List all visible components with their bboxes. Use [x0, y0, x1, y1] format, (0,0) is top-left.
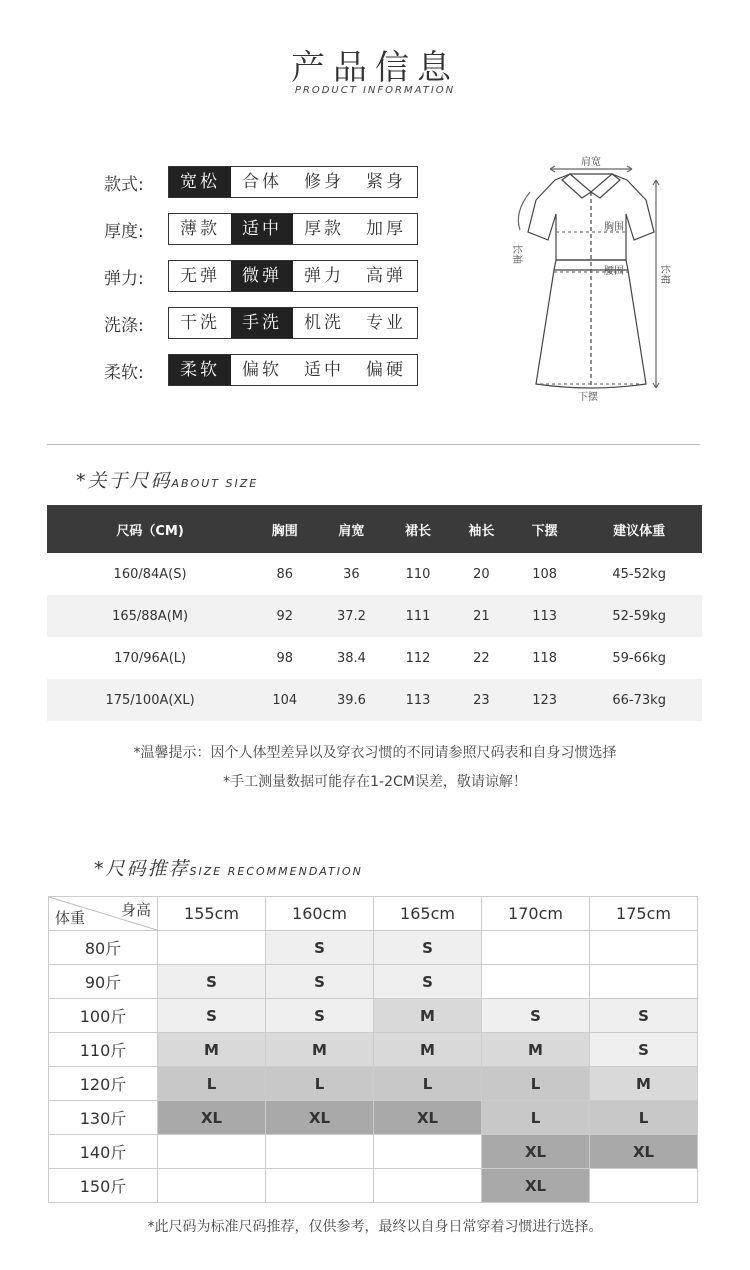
size-cell: 59-66kg	[612, 650, 666, 666]
table-row	[49, 931, 698, 965]
size-recommendation-cell: L	[482, 1101, 590, 1135]
size-cell: 52-59kg	[576, 595, 702, 637]
attribute-option: 适中	[304, 360, 344, 380]
size-recommendation-cell: M	[158, 1033, 266, 1067]
size-cell: 98	[276, 650, 294, 666]
size-recommendation-cell	[374, 1135, 482, 1169]
weight-cell: 120斤	[49, 1067, 158, 1101]
attribute-option: 机洗	[304, 313, 344, 333]
chest-label: 胸围	[604, 222, 624, 233]
size-recommendation-cell: S	[482, 999, 590, 1033]
size-recommendation-cell	[590, 931, 698, 965]
size-recommendation-cell	[482, 965, 590, 999]
length-label: 长裙	[659, 264, 670, 284]
height-header-cell: 170cm	[482, 897, 590, 931]
recommend-heading	[94, 854, 363, 881]
corner-height-label: 身高	[120, 901, 151, 919]
size-cell: 36	[343, 566, 360, 582]
attribute-label: 洗涤:	[104, 315, 144, 336]
page-title: 产品信息	[291, 48, 459, 88]
table-row	[47, 637, 702, 679]
attribute-option-selected: 手洗	[231, 308, 293, 338]
size-header-cell: 建议体重	[576, 505, 702, 553]
size-recommendation-cell: M	[266, 1033, 374, 1067]
size-cell: 92	[253, 595, 316, 637]
waist-label: 腰围	[604, 266, 624, 277]
corner-cell	[49, 897, 158, 931]
attribute-label: 柔软:	[104, 362, 144, 383]
size-recommendation-cell	[266, 1169, 374, 1203]
size-table-header	[47, 505, 702, 553]
size-table	[47, 505, 702, 721]
attribute-label: 厚度:	[104, 221, 144, 242]
about-size-title: *关于尺码	[76, 470, 172, 492]
size-recommendation-cell: S	[374, 965, 482, 999]
attribute-options	[168, 213, 418, 245]
size-recommendation-cell	[158, 1169, 266, 1203]
attribute-option: 薄款	[180, 219, 220, 239]
size-cell: 66-73kg	[576, 679, 702, 721]
size-recommendation-table	[48, 896, 698, 1203]
size-cell: 113	[386, 679, 449, 721]
table-row	[49, 965, 698, 999]
size-cell: 123	[513, 679, 576, 721]
size-header-cell: 肩宽	[316, 505, 386, 553]
attribute-option-selected: 适中	[231, 214, 293, 244]
table-row	[47, 553, 702, 595]
size-recommendation-cell: L	[266, 1067, 374, 1101]
weight-cell: 110斤	[49, 1033, 158, 1067]
table-row	[49, 999, 698, 1033]
size-cell: 170/96A(L)	[114, 650, 187, 666]
about-size-heading	[76, 466, 258, 493]
attribute-option-selected: 宽松	[169, 167, 231, 197]
size-recommendation-cell	[158, 1135, 266, 1169]
attribute-row	[104, 307, 418, 339]
size-cell: 175/100A(XL)	[47, 679, 253, 721]
size-cell: 104	[253, 679, 316, 721]
size-cell: 38.4	[336, 650, 366, 666]
size-recommendation-cell	[590, 1169, 698, 1203]
size-cell: 23	[450, 679, 513, 721]
size-recommendation-cell: M	[590, 1067, 698, 1101]
table-row	[49, 1067, 698, 1101]
size-recommendation-cell: L	[158, 1067, 266, 1101]
weight-cell: 140斤	[49, 1135, 158, 1169]
attribute-row	[104, 260, 418, 292]
size-header-cell: 尺码（CM)	[47, 505, 253, 553]
table-row	[47, 595, 702, 637]
attribute-option: 修身	[304, 172, 344, 192]
attribute-label: 款式:	[104, 174, 144, 195]
size-recommendation-cell: S	[266, 931, 374, 965]
size-recommendation-cell: S	[374, 931, 482, 965]
height-header-cell: 155cm	[158, 897, 266, 931]
size-recommendation-cell: L	[590, 1101, 698, 1135]
measure-note: *手工测量数据可能存在1-2CM误差，敬请谅解！	[223, 774, 527, 790]
table-row	[47, 679, 702, 721]
attribute-option: 偏硬	[366, 360, 406, 380]
tip-note: *温馨提示：因个人体型差异以及穿衣习惯的不同请参照尺码表和自身习惯选择	[133, 745, 617, 761]
attribute-option: 厚款	[304, 219, 344, 239]
size-header-cell: 胸围	[253, 505, 316, 553]
size-recommendation-cell: XL	[482, 1135, 590, 1169]
attribute-row	[104, 213, 418, 245]
recommend-title: *尺码推荐	[94, 858, 190, 880]
attribute-row	[104, 166, 418, 198]
attribute-option: 无弹	[180, 266, 220, 286]
shoulder-label: 肩宽	[581, 157, 601, 168]
weight-cell: 100斤	[49, 999, 158, 1033]
size-recommendation-cell: M	[374, 1033, 482, 1067]
height-header-cell: 160cm	[266, 897, 374, 931]
attribute-option-selected: 微弹	[231, 261, 293, 291]
about-size-title-en: ABOUT SIZE	[171, 477, 259, 490]
attribute-option: 偏软	[242, 360, 282, 380]
footnote: *此尺码为标准尺码推荐，仅供参考，最终以自身日常穿着习惯进行选择。	[147, 1219, 603, 1235]
size-cell: 37.2	[316, 595, 386, 637]
section-divider	[47, 444, 700, 445]
sleeve-label: 长袖	[511, 244, 522, 264]
size-cell: 113	[513, 595, 576, 637]
size-cell: 165/88A(M)	[47, 595, 253, 637]
attribute-option: 紧身	[366, 172, 406, 192]
size-recommendation-cell	[158, 931, 266, 965]
attribute-option-selected: 柔软	[169, 355, 231, 385]
size-cell: 111	[386, 595, 449, 637]
page-subtitle: PRODUCT INFORMATION	[294, 85, 456, 96]
size-header-cell: 下摆	[513, 505, 576, 553]
size-recommendation-cell	[266, 1135, 374, 1169]
attribute-label: 弹力:	[104, 268, 144, 289]
hem-label: 下摆	[578, 392, 598, 403]
size-recommendation-cell: XL	[590, 1135, 698, 1169]
table-row	[49, 1033, 698, 1067]
attribute-row	[104, 354, 418, 386]
weight-cell: 80斤	[49, 931, 158, 965]
dress-measurement-diagram	[500, 152, 690, 407]
size-cell: 39.6	[316, 679, 386, 721]
height-header-cell: 175cm	[590, 897, 698, 931]
size-recommendation-cell: XL	[266, 1101, 374, 1135]
size-cell: 22	[473, 650, 490, 666]
size-cell: 112	[405, 650, 431, 666]
size-recommendation-cell: S	[158, 965, 266, 999]
size-recommendation-cell	[590, 965, 698, 999]
table-row	[49, 1101, 698, 1135]
size-cell: 108	[532, 566, 558, 582]
table-row	[49, 1169, 698, 1203]
corner-weight-label: 体重	[55, 909, 86, 927]
size-cell: 110	[405, 566, 431, 582]
size-recommendation-cell: M	[374, 999, 482, 1033]
weight-cell: 130斤	[49, 1101, 158, 1135]
size-recommendation-cell: S	[266, 965, 374, 999]
attribute-option: 专业	[366, 313, 406, 333]
size-recommendation-cell: S	[266, 999, 374, 1033]
size-recommendation-cell: M	[482, 1033, 590, 1067]
size-recommendation-cell: S	[158, 999, 266, 1033]
size-recommendation-cell: XL	[374, 1101, 482, 1135]
size-header-cell: 裙长	[386, 505, 449, 553]
size-recommendation-cell: XL	[482, 1169, 590, 1203]
attribute-options	[168, 166, 418, 198]
size-cell: 21	[450, 595, 513, 637]
table-row	[49, 1135, 698, 1169]
attribute-option: 合体	[242, 172, 282, 192]
attribute-options	[168, 354, 418, 386]
recommend-header-row	[49, 897, 698, 931]
recommend-title-en: SIZE RECOMMENDATION	[189, 865, 363, 878]
weight-cell: 90斤	[49, 965, 158, 999]
weight-cell: 150斤	[49, 1169, 158, 1203]
size-cell: 86	[276, 566, 294, 582]
size-recommendation-cell: S	[590, 999, 698, 1033]
attribute-option: 干洗	[180, 313, 220, 333]
height-header-cell: 165cm	[374, 897, 482, 931]
attribute-option: 加厚	[366, 219, 406, 239]
attribute-options	[168, 307, 418, 339]
size-cell: 118	[532, 650, 558, 666]
attribute-options	[168, 260, 418, 292]
size-cell: 160/84A(S)	[113, 566, 187, 582]
size-recommendation-cell	[482, 931, 590, 965]
size-header-cell: 袖长	[450, 505, 513, 553]
attribute-option: 弹力	[304, 266, 344, 286]
size-recommendation-cell: L	[482, 1067, 590, 1101]
attribute-option: 高弹	[366, 266, 406, 286]
size-cell: 20	[473, 566, 490, 582]
size-recommendation-cell: S	[590, 1033, 698, 1067]
size-recommendation-cell: L	[374, 1067, 482, 1101]
size-recommendation-cell	[374, 1169, 482, 1203]
size-cell: 45-52kg	[612, 566, 666, 582]
size-recommendation-cell: XL	[158, 1101, 266, 1135]
